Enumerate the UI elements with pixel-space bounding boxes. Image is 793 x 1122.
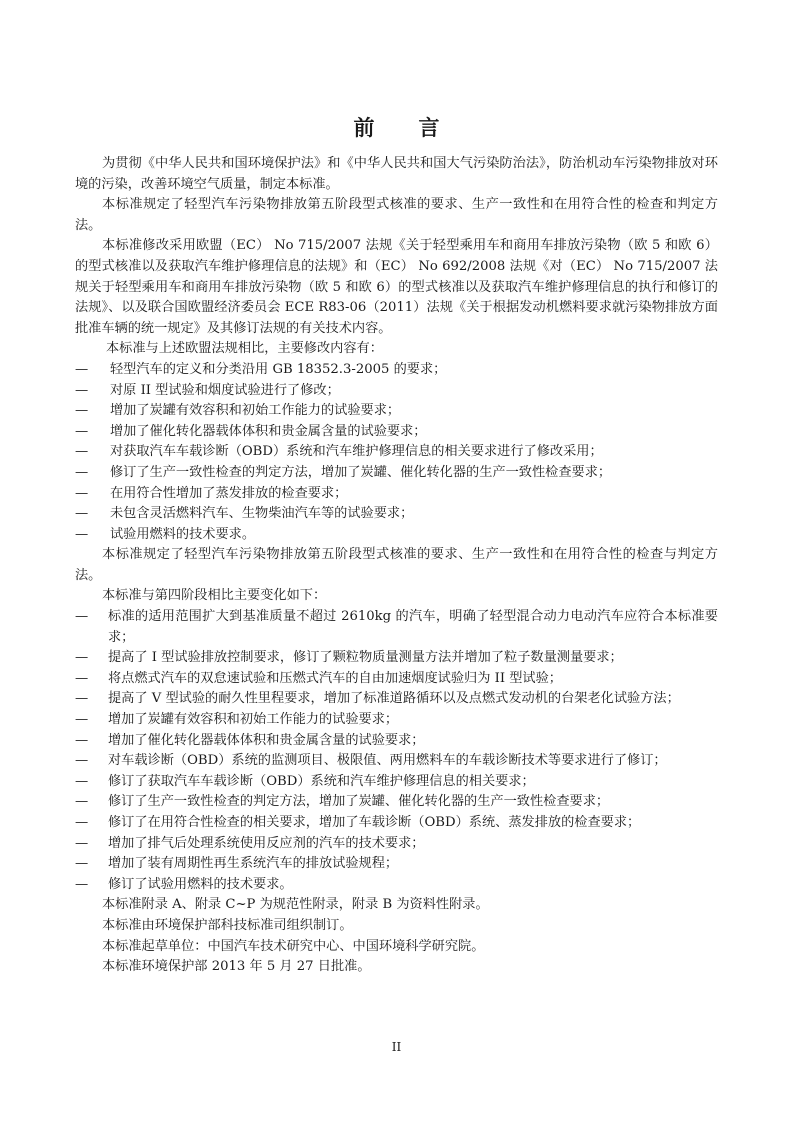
list-item-text: 将点燃式汽车的双怠速试验和压燃式汽车的自由加速烟度试验归为 II 型试验； [108,670,562,686]
list-item [75,854,718,875]
list-item-text: 提高了 I 型试验排放控制要求，修订了颗粒物质量测量方法并增加了粒子数量测量要求； [108,650,623,666]
list-item-text: 修订了生产一致性检查的判定方法，增加了炭罐、催化转化器的生产一致性检查要求； [108,794,610,810]
intro-paragraph: 本标准修改采用欧盟（EC） No 715/2007 法规《关于轻型乘用车和商用车排放污染物（欧 5 和欧 6）的型式核准以及获取汽车维护修理信息的法规》和（EC） No 692/2008 法规《对（EC） No 715/2007 法规关于轻型乘用车和商用车排放污染物（欧 5 和欧 6）的型式核准以及获取汽车维护修理信息的执行和修订的法规》、以及联合国欧盟经济委员会 ECE R83-06（2011）法规《关于根据发动机燃料要求就污染物排放方面批准车辆的统一规定》及其修订法规的有关技术内容。 [75,238,718,336]
list-item [75,381,718,402]
list-item-text: 增加了炭罐有效容积和初始工作能力的试验要求； [110,403,401,419]
list-item-text: 修订了试验用燃料的技术要求。 [108,876,293,892]
list-item [75,401,718,422]
page-title [0,112,793,142]
list-item-text: 增加了催化转化器载体体积和贵金属含量的试验要求； [108,732,425,748]
dash-bullet: — [75,732,89,748]
dash-bullet: — [75,361,89,377]
list-item [75,525,718,546]
list-item [75,422,718,443]
closing-paragraph: 本标准由环境保护部科技标准司组织制订。 [102,917,353,933]
list-item-text: 增加了催化转化器载体体积和贵金属含量的试验要求； [110,423,427,439]
list-item [75,792,718,813]
list-item-text: 修订了获取汽车车载诊断（OBD）系统和汽车维护修理信息的相关要求； [108,773,535,789]
list-item-text: 对原 II 型试验和烟度试验进行了修改； [110,382,340,398]
list-item [75,875,718,896]
dash-bullet: — [75,876,89,892]
list-item [75,772,718,793]
dash-bullet: — [75,753,89,769]
list-item [75,360,718,381]
list-item-text: 增加了装有周期性再生系统汽车的排放试验规程； [108,856,399,872]
dash-bullet: — [75,444,89,460]
dash-bullet: — [75,773,89,789]
list-item-text: 试验用燃料的技术要求。 [110,526,256,542]
document-body [75,154,718,978]
list-item [75,813,718,834]
dash-bullet: — [75,691,89,707]
middle-paragraph: 本标准规定了轻型汽车污染物排放第五阶段型式核准的要求、生产一致性和在用符合性的检查与判定方法。 [75,547,718,583]
list-item-text: 修订了在用符合性检查的相关要求，增加了车载诊断（OBD）系统、蒸发排放的检查要求； [108,815,641,830]
intro-paragraph: 本标准规定了轻型汽车污染物排放第五阶段型式核准的要求、生产一致性和在用符合性的检查和判定方法。 [75,197,718,233]
list-item [75,710,718,731]
closing-paragraph: 本标准环境保护部 2013 年 5 月 27 日批准。 [102,959,371,975]
list-item-text: 提高了 V 型试验的耐久性里程要求，增加了标准道路循环以及点燃式发动机的台架老化试验方法； [108,691,680,707]
middle-paragraph: 本标准与第四阶段相比主要变化如下： [102,588,327,604]
dash-bullet: — [75,835,89,851]
list-item [75,751,718,772]
list-item-text: 未包含灵活燃料汽车、生物柴油汽车等的试验要求； [110,506,414,522]
list-item [75,607,718,648]
list-item-text: 增加了炭罐有效容积和初始工作能力的试验要求； [108,712,399,728]
dash-bullet: — [75,650,89,666]
dash-bullet: — [75,464,89,480]
dash-bullet: — [75,506,89,522]
changes-list [75,607,718,895]
list-item [75,504,718,525]
list-item-text: 轻型汽车的定义和分类沿用 GB 18352.3-2005 的要求； [110,361,447,377]
title-char-2: 言 [418,115,440,140]
list-item [75,689,718,710]
intro-paragraph: 为贯彻《中华人民共和国环境保护法》和《中华人民共和国大气污染防治法》，防治机动车污染物排放对环境的污染，改善环境空气质量，制定本标准。 [75,156,718,192]
title-char-1: 前 [353,115,375,140]
list-item [75,463,718,484]
modification-list [75,360,718,545]
list-item-text: 在用符合性增加了蒸发排放的检查要求； [110,485,348,501]
list-item-text: 对获取汽车车载诊断（OBD）系统和汽车维护修理信息的相关要求进行了修改采用； [110,444,603,460]
list-item-text: 标准的适用范围扩大到基准质量不超过 2610kg 的汽车，明确了轻型混合动力电动汽车应符合本标准要求； [108,609,718,645]
dash-bullet: — [75,815,89,830]
list-item-text: 对车载诊断（OBD）系统的监测项目、极限值、两用燃料车的车载诊断技术等要求进行了修订； [108,753,667,769]
intro-paragraph: 本标准与上述欧盟法规相比，主要修改内容有： [106,341,383,357]
dash-bullet: — [75,423,89,439]
list-item [75,669,718,690]
dash-bullet: — [75,609,89,625]
dash-bullet: — [75,403,89,419]
list-item-text: 增加了排气后处理系统使用反应剂的汽车的技术要求； [108,835,425,851]
dash-bullet: — [75,712,89,728]
dash-bullet: — [75,670,89,686]
list-item [75,442,718,463]
closing-paragraph: 本标准附录 A、附录 C~P 为规范性附录，附录 B 为资料性附录。 [102,897,489,913]
list-item-text: 修订了生产一致性检查的判定方法，增加了炭罐、催化转化器的生产一致性检查要求； [110,464,612,480]
dash-bullet: — [75,382,89,398]
dash-bullet: — [75,794,89,810]
dash-bullet: — [75,856,89,872]
list-item [75,731,718,752]
list-item [75,484,718,505]
page-number: II [391,1040,402,1054]
dash-bullet: — [75,526,89,542]
list-item [75,834,718,855]
dash-bullet: — [75,485,89,501]
list-item [75,648,718,669]
closing-paragraph: 本标准起草单位：中国汽车技术研究中心、中国环境科学研究院。 [102,938,485,954]
